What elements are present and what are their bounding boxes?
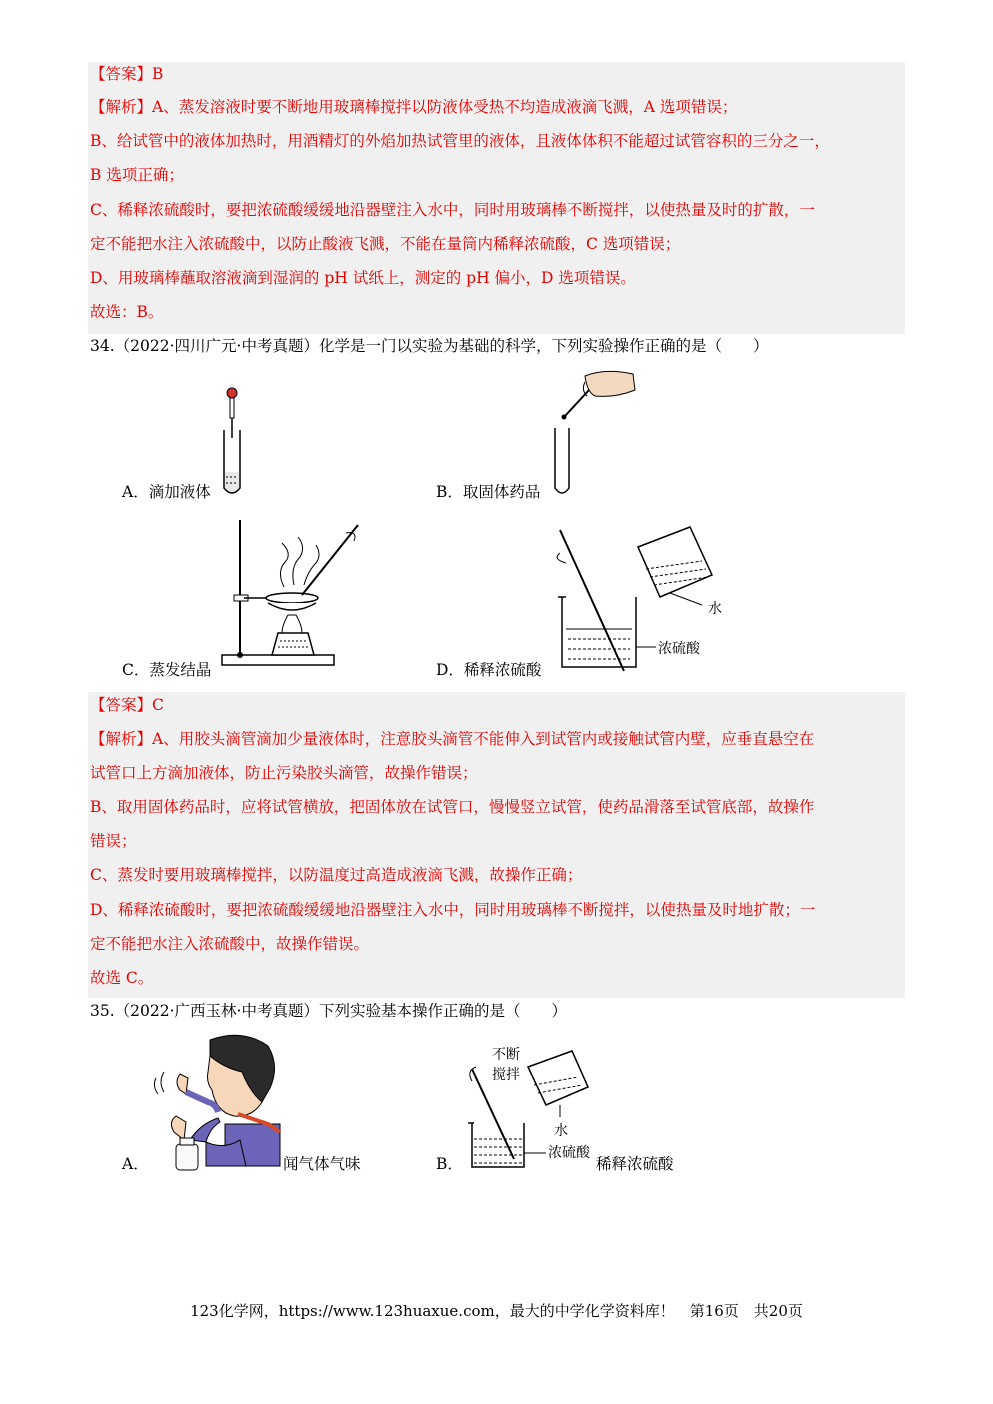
figure-smell-gas (150, 1032, 285, 1172)
figure-dilution (552, 525, 732, 675)
label-acid: 浓硫酸 (548, 1145, 590, 1161)
analysis-line: C、稀释浓硫酸时，要把浓硫酸缓缓地沿器壁注入水中，同时用玻璃棒不断搅拌，以使热量及时的扩散，一 (90, 201, 815, 219)
label-stir-2: 搅拌 (492, 1067, 520, 1083)
analysis-line: 【解析】A、蒸发溶液时要不断地用玻璃棒搅拌以防液体受热不均造成液滴飞溅，A 选项错误； (90, 98, 738, 116)
option-34d: D．稀释浓硫酸 (436, 661, 542, 679)
analysis-line: B、给试管中的液体加热时，用酒精灯的外焰加热试管里的液体，且液体体积不能超过试管容积的三分之一， (90, 132, 830, 150)
label-water: 水 (554, 1123, 568, 1139)
option-34b: B．取固体药品 (436, 483, 541, 501)
question-35: 35.（2022·广西玉林·中考真题）下列实验基本操作正确的是（ ） (90, 1002, 567, 1020)
figure-evaporation (218, 515, 368, 675)
option-34c: C．蒸发结晶 (122, 661, 212, 679)
option-35b: B． (436, 1155, 463, 1173)
analysis-line: B 选项正确； (90, 166, 184, 184)
analysis-line: 故选：B。 (90, 303, 164, 321)
analysis-line: 定不能把水注入浓硫酸中，故操作错误。 (90, 935, 370, 953)
option-34a: A．滴加液体 (122, 483, 211, 501)
option-35a-caption: 闻气体气味 (283, 1155, 361, 1173)
figure-dropper (210, 380, 260, 500)
answer-line: 【答案】C (90, 696, 164, 714)
analysis-line: 错误； (90, 832, 137, 850)
page-footer: 123化学网，https://www.123huaxue.com，最大的中学化学资料库！ 第16页 共20页 (190, 1302, 803, 1320)
figure-dilution-35 (462, 1045, 597, 1175)
analysis-line: D、稀释浓硫酸时，要把浓硫酸缓缓地沿器壁注入水中，同时用玻璃棒不断搅拌，以使热量及时地扩散；一 (90, 901, 816, 919)
label-water: 水 (708, 601, 722, 617)
analysis-line: C、蒸发时要用玻璃棒搅拌，以防温度过高造成液滴飞溅，故操作正确； (90, 866, 583, 884)
analysis-line: B、取用固体药品时，应将试管横放，把固体放在试管口，慢慢竖立试管，使药品滑落至试管底部，故操作 (90, 798, 815, 816)
label-acid: 浓硫酸 (658, 641, 700, 657)
label-stir-1: 不断 (492, 1047, 520, 1063)
answer-line: 【答案】B (90, 65, 164, 83)
analysis-line: 定不能把水注入浓硫酸中，以防止酸液飞溅，不能在量筒内稀释浓硫酸，C 选项错误； (90, 235, 681, 253)
figure-solid-reagent (545, 368, 645, 500)
question-34: 34.（2022·四川广元·中考真题）化学是一门以实验为基础的科学，下列实验操作正确的是（ ） (90, 337, 769, 355)
analysis-line: D、用玻璃棒蘸取溶液滴到湿润的 pH 试纸上，测定的 pH 偏小，D 选项错误。 (90, 269, 636, 287)
option-35b-caption: 稀释浓硫酸 (596, 1155, 674, 1173)
analysis-line: 试管口上方滴加液体，防止污染胶头滴管，故操作错误； (90, 764, 478, 782)
analysis-line: 故选 C。 (90, 969, 154, 987)
option-35a: A． (122, 1155, 149, 1173)
analysis-line: 【解析】A、用胶头滴管滴加少量液体时，注意胶头滴管不能伸入到试管内或接触试管内壁，应垂直悬空在 (90, 730, 815, 748)
